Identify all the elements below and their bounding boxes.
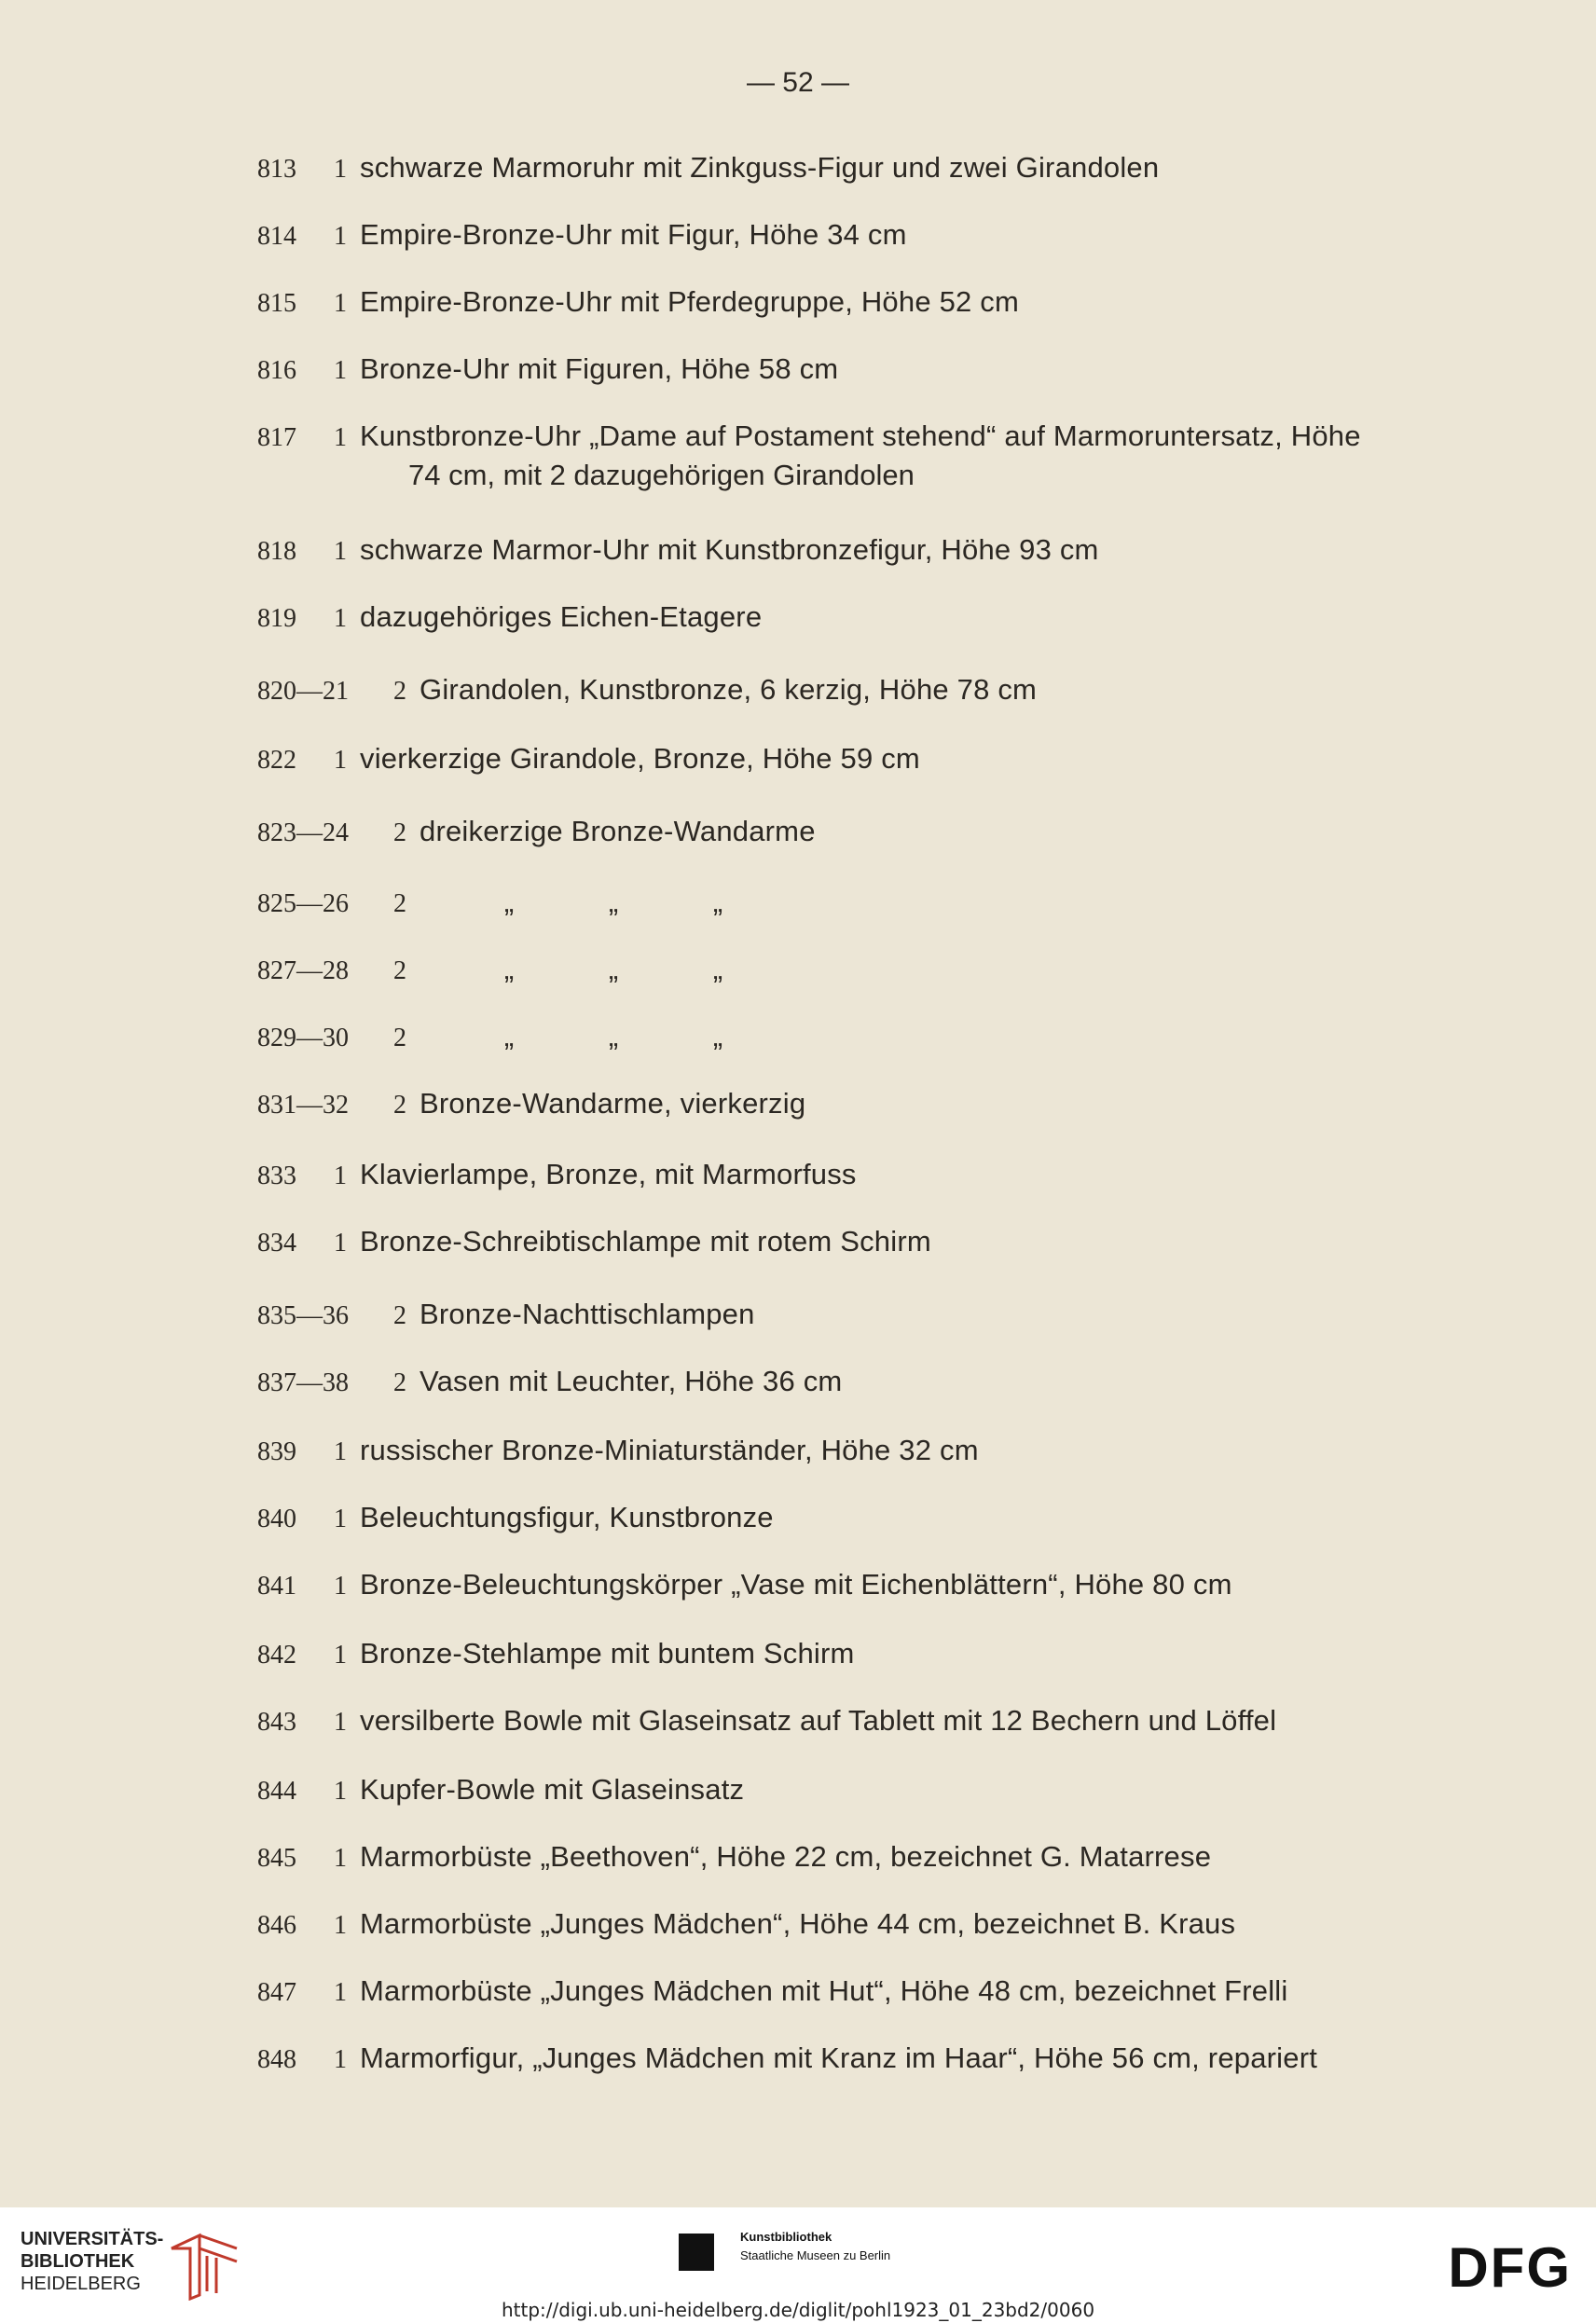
entry-description: Bronze-Wandarme, vierkerzig (420, 1087, 806, 1120)
entry-number: 835—36 (257, 1301, 349, 1330)
catalog-entry (257, 1972, 1469, 2012)
entry-number: 837—38 (257, 1368, 349, 1397)
ditto-mark: „ (503, 953, 515, 985)
ub-line1: UNIVERSITÄTS- (21, 2229, 164, 2249)
entry-description: schwarze Marmor-Uhr mit Kunstbronzefigur, Höhe 93 cm (360, 533, 1099, 566)
entry-number: 847 (257, 1978, 296, 2007)
entry-quantity: 1 (334, 746, 347, 775)
catalog-entry (257, 1702, 1469, 1741)
entry-description: Empire-Bronze-Uhr mit Figur, Höhe 34 cm (360, 218, 907, 251)
kb-subtitle: Staatliche Museen zu Berlin (740, 2248, 891, 2262)
entry-description: Kupfer-Bowle mit Glaseinsatz (360, 1773, 745, 1806)
ditto-mark: „ (503, 886, 515, 918)
entry-description: Marmorfigur, „Junges Mädchen mit Kranz im Haar“, Höhe 56 cm, repariert (360, 2041, 1318, 2074)
catalog-entry (257, 1296, 1469, 1335)
entry-description-continued: 74 cm, mit 2 dazugehörigen Girandolen (408, 459, 915, 491)
entry-number: 834 (257, 1229, 296, 1258)
entry-description: russischer Bronze-Miniaturständer, Höhe 32 cm (360, 1434, 979, 1466)
ub-mark-icon (162, 2230, 242, 2301)
entry-description: versilberte Bowle mit Glaseinsatz auf Tablett mit 12 Bechern und Löffel (360, 1704, 1277, 1737)
catalog-entry (257, 1499, 1469, 1538)
ditto-marks (420, 1020, 770, 1052)
entry-number: 845 (257, 1844, 296, 1873)
catalog-entry (257, 1223, 1469, 1262)
entry-number: 848 (257, 2045, 296, 2074)
entry-number: 818 (257, 537, 296, 566)
entry-quantity: 1 (334, 289, 347, 318)
entry-description: Marmorbüste „Beethoven“, Höhe 22 cm, bezeichnet G. Matarrese (360, 1840, 1212, 1873)
entry-description: Vasen mit Leuchter, Höhe 36 cm (420, 1365, 843, 1397)
catalog-entry (257, 1566, 1469, 1605)
catalog-entry (257, 149, 1469, 188)
catalog-entry (257, 216, 1469, 255)
catalog-entry (257, 813, 1469, 852)
entry-description: Kunstbronze-Uhr „Dame auf Postament stehend“ auf Marmoruntersatz, Höhe (360, 419, 1361, 452)
kb-title: Kunstbibliothek (740, 2230, 832, 2244)
catalog-entry (257, 1018, 1469, 1057)
entry-number: 831—32 (257, 1091, 349, 1120)
ditto-mark: „ (608, 953, 619, 985)
entry-quantity: 1 (334, 1911, 347, 1940)
entry-description: Beleuchtungsfigur, Kunstbronze (360, 1501, 774, 1533)
entry-quantity: 1 (334, 1572, 347, 1601)
catalog-entry (257, 1771, 1469, 1810)
entry-number: 819 (257, 604, 296, 633)
catalog-entry (257, 531, 1469, 570)
entry-number: 822 (257, 746, 296, 775)
entry-number: 827—28 (257, 956, 349, 985)
ditto-mark: „ (712, 886, 723, 918)
entry-description: Marmorbüste „Junges Mädchen mit Hut“, Höhe 48 cm, bezeichnet Frelli (360, 1974, 1288, 2007)
ditto-mark: „ (503, 1020, 515, 1052)
entry-number: 825—26 (257, 889, 349, 918)
ditto-marks (420, 886, 770, 918)
page-url[interactable]: http://digi.ub.uni-heidelberg.de/diglit/pohl1923_01_23bd2/0060 (501, 2299, 1095, 2321)
entry-number: 843 (257, 1708, 296, 1737)
page-number: — 52 — (746, 67, 850, 98)
entry-number: 841 (257, 1572, 296, 1601)
entry-number: 839 (257, 1437, 296, 1466)
entry-quantity: 1 (334, 423, 347, 452)
entry-quantity: 2 (393, 1091, 406, 1120)
entry-number: 833 (257, 1162, 296, 1190)
entry-number: 813 (257, 155, 296, 184)
entry-quantity: 2 (393, 889, 406, 918)
entry-description: Bronze-Stehlampe mit buntem Schirm (360, 1637, 855, 1670)
ditto-mark: „ (608, 1020, 619, 1052)
catalog-entry (257, 740, 1469, 779)
entry-quantity: 2 (393, 1368, 406, 1397)
entry-quantity: 2 (393, 1024, 406, 1052)
catalog-entry (257, 671, 1469, 710)
entry-quantity: 2 (393, 1301, 406, 1330)
catalog-entry (257, 351, 1469, 390)
ub-heidelberg-logo[interactable] (21, 2228, 244, 2302)
entry-number: 823—24 (257, 818, 349, 847)
ditto-marks (420, 953, 770, 985)
catalog-entry (257, 418, 1469, 494)
entry-number: 846 (257, 1911, 296, 1940)
catalog-entry (257, 283, 1469, 323)
entry-description: Bronze-Beleuchtungskörper „Vase mit Eichenblättern“, Höhe 80 cm (360, 1568, 1232, 1601)
entry-quantity: 1 (334, 1641, 347, 1670)
entry-number: 842 (257, 1641, 296, 1670)
entry-number: 817 (257, 423, 296, 452)
entry-number: 844 (257, 1777, 296, 1806)
catalog-entry (257, 1363, 1469, 1402)
entry-quantity: 1 (334, 1844, 347, 1873)
entry-description: Bronze-Nachttischlampen (420, 1298, 755, 1330)
catalog-entry (257, 884, 1469, 923)
catalog-entry (257, 1635, 1469, 1674)
entry-quantity: 2 (393, 677, 406, 706)
entry-description: Marmorbüste „Junges Mädchen“, Höhe 44 cm, bezeichnet B. Kraus (360, 1907, 1236, 1940)
entry-description: dreikerzige Bronze-Wandarme (420, 815, 816, 847)
ditto-mark: „ (712, 1020, 723, 1052)
entry-description: Bronze-Uhr mit Figuren, Höhe 58 cm (360, 352, 839, 385)
entry-quantity: 1 (334, 1437, 347, 1466)
entry-quantity: 1 (334, 537, 347, 566)
entry-number: 829—30 (257, 1024, 349, 1052)
entry-description: dazugehöriges Eichen-Etagere (360, 600, 763, 633)
catalog-entry (257, 1432, 1469, 1471)
entry-quantity: 2 (393, 956, 406, 985)
entry-quantity: 1 (334, 1229, 347, 1258)
catalog-entry (257, 1905, 1469, 1945)
catalog-entry (257, 598, 1469, 638)
catalog-entry (257, 1085, 1469, 1124)
entry-number: 816 (257, 356, 296, 385)
entry-quantity: 1 (334, 1708, 347, 1737)
catalog-entry (257, 951, 1469, 990)
ub-line3: HEIDELBERG (21, 2274, 141, 2294)
kunstbibliothek-mark-icon (679, 2234, 714, 2271)
ditto-mark: „ (712, 953, 723, 985)
entry-description: Girandolen, Kunstbronze, 6 kerzig, Höhe 78 cm (420, 673, 1038, 706)
entry-number: 820—21 (257, 677, 349, 706)
entry-number: 814 (257, 222, 296, 251)
entry-description: Bronze-Schreibtischlampe mit rotem Schirm (360, 1225, 931, 1258)
entry-quantity: 1 (334, 2045, 347, 2074)
kunstbibliothek-logo[interactable] (679, 2228, 958, 2284)
catalog-entry (257, 2040, 1469, 2079)
ditto-mark: „ (608, 886, 619, 918)
catalog-entry (257, 1838, 1469, 1877)
entry-quantity: 1 (334, 1978, 347, 2007)
entry-quantity: 1 (334, 1777, 347, 1806)
entry-number: 840 (257, 1505, 296, 1533)
dfg-logo[interactable]: DFG (1448, 2236, 1572, 2299)
entry-quantity: 1 (334, 222, 347, 251)
entry-quantity: 1 (334, 1162, 347, 1190)
catalog-entry (257, 1156, 1469, 1195)
ub-line2: BIBLIOTHEK (21, 2251, 135, 2272)
entry-quantity: 1 (334, 356, 347, 385)
entry-quantity: 1 (334, 155, 347, 184)
footer-bar (0, 2207, 1596, 2323)
entry-description: Empire-Bronze-Uhr mit Pferdegruppe, Höhe 52 cm (360, 285, 1019, 318)
entry-description: vierkerzige Girandole, Bronze, Höhe 59 cm (360, 742, 920, 775)
entry-quantity: 1 (334, 604, 347, 633)
entry-description: Klavierlampe, Bronze, mit Marmorfuss (360, 1158, 857, 1190)
entry-number: 815 (257, 289, 296, 318)
entry-description: schwarze Marmoruhr mit Zinkguss-Figur und zwei Girandolen (360, 151, 1160, 184)
entry-quantity: 1 (334, 1505, 347, 1533)
entry-quantity: 2 (393, 818, 406, 847)
